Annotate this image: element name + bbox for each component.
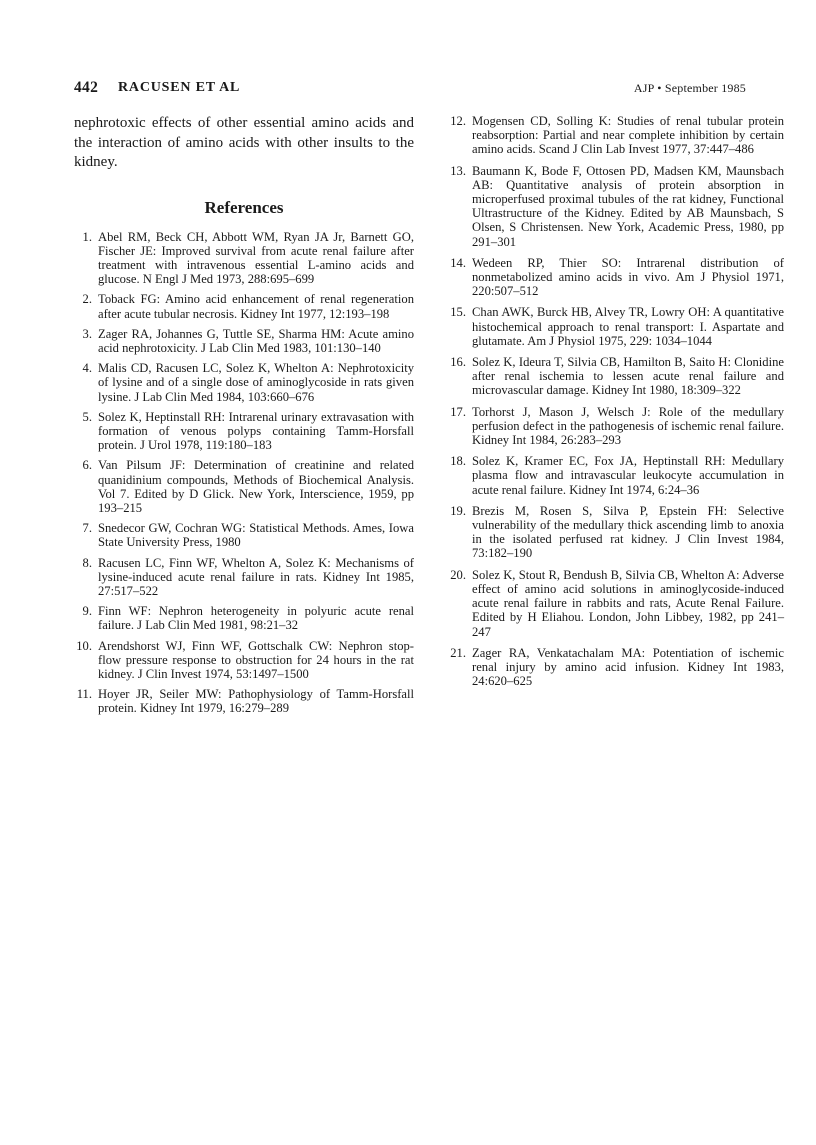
left-column [74, 114, 414, 722]
reference-item [74, 639, 414, 682]
reference-text: Solez K, Kramer EC, Fox JA, Heptinstall RH: Medullary plasma flow and intravascular leukocyte accumulation in acute renal failure. Kidney Int 1974, 6:24–36 [472, 454, 784, 497]
reference-text: Hoyer JR, Seiler MW: Pathophysiology of Tamm-Horsfall protein. Kidney Int 1979, 16:279–289 [98, 687, 414, 716]
reference-number: 11. [76, 687, 92, 702]
reference-item [74, 361, 414, 404]
reference-number: 12. [450, 114, 466, 128]
reference-text: Solez K, Stout R, Bendush B, Silvia CB, Whelton A: Adverse effect of amino acid solutions in aminoglycoside-induced acute renal failure in rabbits and rats, Acute Renal Failure. Edited by H Eliahou. London, John Libbey, 1982, pp 241–247 [472, 567, 784, 639]
reference-item [74, 292, 414, 320]
reference-item [442, 305, 784, 348]
reference-number: 20. [450, 567, 466, 582]
reference-item [74, 521, 414, 549]
reference-text: Malis CD, Racusen LC, Solez K, Whelton A: Nephrotoxicity of lysine and of a single dose of aminoglycoside in rats given lysine. J Lab Clin Med 1984, 103:660–676 [98, 361, 414, 404]
reference-text: Chan AWK, Burck HB, Alvey TR, Lowry OH: A quantitative histochemical approach to renal transport: I. Aspartate and glutamate. Am J Physiol 1975, 229: 1034–1044 [472, 305, 784, 348]
reference-number: 14. [450, 255, 466, 270]
reference-text: Zager RA, Venkatachalam MA: Potentiation of ischemic renal injury by amino acid infusion. Kidney Int 1983, 24:620–625 [472, 645, 784, 689]
reference-item [442, 355, 784, 398]
reference-text: Brezis M, Rosen S, Silva P, Epstein FH: Selective vulnerability of the medullary thick ascending limb to anoxia in the isolated perfused rat kidney. J Clin Invest 1984, 73:182–190 [472, 503, 784, 561]
reference-number: 6. [82, 458, 92, 473]
reference-number: 8. [82, 555, 92, 570]
reference-item [442, 568, 784, 639]
running-head-journal: AJP • September 1985 [633, 81, 746, 95]
right-column [442, 114, 784, 695]
reference-text: Snedecor GW, Cochran WG: Statistical Methods. Ames, Iowa State University Press, 1980 [98, 521, 414, 550]
reference-number: 13. [450, 163, 466, 178]
reference-text: Wedeen RP, Thier SO: Intrarenal distribution of nonmetabolized amino acids in vivo. Am J Physiol 1971, 220:507–512 [472, 255, 784, 299]
reference-text: Solez K, Ideura T, Silvia CB, Hamilton B, Saito H: Clonidine after renal ischemia to lessen acute renal failure and microvascular damage. Kidney Int 1980, 18:309–322 [472, 355, 784, 398]
reference-number: 10. [76, 638, 92, 653]
reference-text: Baumann K, Bode F, Ottosen PD, Madsen KM, Maunsbach AB: Quantitative analysis of protein absorption in microperfused proximal tubules of the rat kidney, Functional Ultrastructure of the Kidney. Edited by AB Maunsbach, S Olsen, S Christensen. New York, Academic Press, 1980, pp 291–301 [472, 163, 784, 249]
reference-item [442, 405, 784, 448]
reference-item [74, 230, 414, 287]
reference-item [442, 646, 784, 689]
reference-list-right [442, 114, 784, 688]
reference-text: Zager RA, Johannes G, Tuttle SE, Sharma HM: Acute amino acid nephrotoxicity. J Lab Clin Med 1983, 101:130–140 [98, 326, 414, 355]
reference-item [74, 687, 414, 715]
page-number: 442 [74, 79, 99, 96]
reference-text: Toback FG: Amino acid enhancement of renal regeneration after acute tubular necrosis. Kidney Int 1977, 12:193–198 [98, 292, 414, 321]
reference-text: Abel RM, Beck CH, Abbott WM, Ryan JA Jr, Barnett GO, Fischer JE: Improved survival from acute renal failure after treatment with intravenous essential L-amino acids and glucose. N Engl J Med 1973, 288:695–699 [98, 229, 414, 287]
reference-item [74, 410, 414, 453]
reference-number: 9. [82, 604, 92, 619]
reference-item [442, 164, 784, 249]
reference-text: Solez K, Heptinstall RH: Intrarenal urinary extravasation with formation of venous polyps containing Tamm-Horsfall protein. J Urol 1978, 119:180–183 [98, 409, 414, 453]
reference-text: Mogensen CD, Solling K: Studies of renal tubular protein reabsorption: Partial and near complete inhibition by certain amino acids. Scand J Clin Lab Invest 1977, 37:447–486 [472, 114, 784, 157]
body-paragraph: nephrotoxic effects of other essential amino acids and the interaction of amino acids with other insults to the kidney. [74, 115, 414, 170]
reference-number: 5. [82, 409, 92, 424]
reference-number: 16. [450, 355, 466, 370]
reference-number: 19. [450, 503, 466, 518]
page-header [74, 79, 746, 101]
references-heading: References [204, 197, 284, 217]
running-head-authors: RACUSEN ET AL [118, 80, 241, 95]
reference-number: 21. [450, 645, 466, 660]
reference-number: 7. [82, 521, 92, 536]
reference-number: 2. [82, 292, 92, 307]
reference-item [74, 458, 414, 515]
reference-item [442, 454, 784, 497]
reference-number: 17. [450, 404, 466, 419]
reference-item [74, 556, 414, 599]
reference-text: Arendshorst WJ, Finn WF, Gottschalk CW: Nephron stop-flow pressure response to obstruction for 24 hours in the rat kidney. J Clin Invest 1974, 53:1497–1500 [98, 638, 414, 681]
reference-item [74, 604, 414, 632]
reference-item [74, 327, 414, 355]
reference-text: Finn WF: Nephron heterogeneity in polyuric acute renal failure. J Lab Clin Med 1981, 98:21–32 [98, 604, 414, 633]
reference-item [442, 504, 784, 561]
reference-number: 3. [82, 326, 92, 341]
reference-text: Racusen LC, Finn WF, Whelton A, Solez K: Mechanisms of lysine-induced acute renal failure in rats. Kidney Int 1985, 27:517–522 [98, 555, 414, 598]
reference-number: 4. [82, 361, 92, 376]
reference-item [442, 256, 784, 299]
reference-text: Torhorst J, Mason J, Welsch J: Role of the medullary perfusion defect in the pathogenesis of ischemic renal failure. Kidney Int 1984, 26:283–293 [472, 404, 784, 448]
reference-number: 1. [82, 229, 92, 244]
reference-list-left [74, 230, 414, 716]
reference-item [442, 114, 784, 157]
reference-number: 18. [450, 454, 466, 469]
reference-text: Van Pilsum JF: Determination of creatinine and related quanidinium compounds, Methods of Biochemical Analysis. Vol 7. Edited by D Glick. New York, Interscience, 1959, pp 193–215 [98, 458, 414, 515]
reference-number: 15. [450, 305, 466, 320]
